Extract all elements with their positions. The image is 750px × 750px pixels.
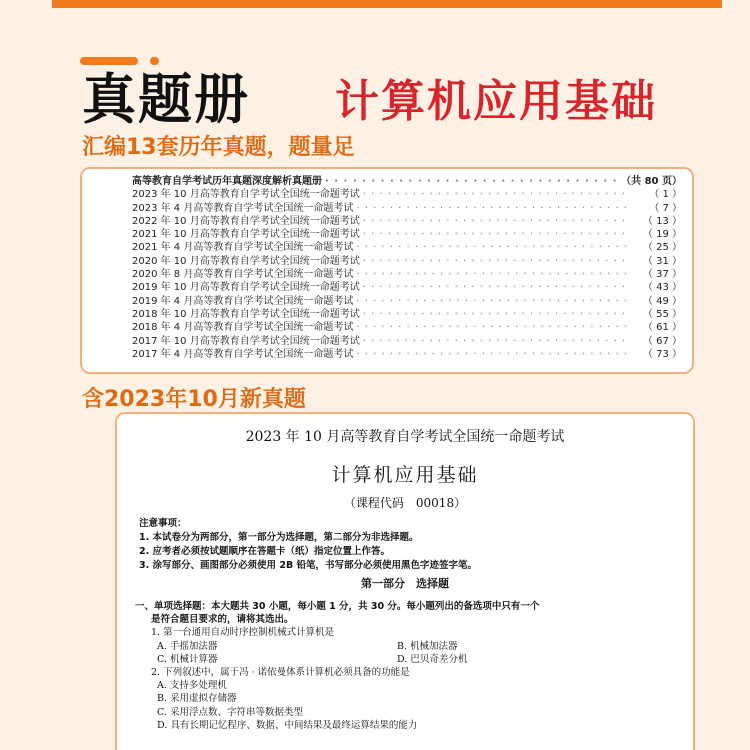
toc-leader: [356, 348, 631, 361]
title-accent-dot: [150, 57, 159, 65]
toc-row: [132, 321, 682, 334]
toc-row-page: （ 1 ）: [649, 189, 682, 201]
toc-row: [132, 281, 682, 294]
part-one-title: 第一部分 选择题: [361, 577, 449, 590]
option-d: D. 巴贝奇差分机: [397, 653, 468, 665]
toc-row-title: 2017 年 4 月高等教育自学考试全国统一命题考试: [132, 348, 354, 360]
option-a: A. 支持多处理机: [157, 680, 227, 692]
question-2: 2. 下列叙述中，属于冯 · 诺依曼体系计算机必须具备的功能是: [151, 667, 410, 679]
toc-row: [132, 228, 682, 241]
toc-row-title: 2021 年 10 月高等教育自学考试全国统一命题考试: [132, 229, 360, 241]
section-intro: 一、单项选择题：本大题共 30 小题，每小题 1 分，共 30 分。每小题列出的备选项中只有一个: [135, 601, 540, 612]
toc-row: [132, 241, 682, 254]
exam-course-code: （课程代码 00018）: [343, 496, 467, 510]
toc-row-title: 2018 年 10 月高等教育自学考试全国统一命题考试: [132, 308, 360, 320]
toc-leader: [363, 255, 631, 268]
toc-row-title: 2021 年 4 月高等教育自学考试全国统一命题考试: [132, 242, 354, 254]
toc-row-title: 2023 年 10 月高等教育自学考试全国统一命题考试: [132, 189, 360, 201]
notice-item: 3. 涂写部分、画图部分必须使用 2B 铅笔，书写部分必须使用黑色字迹签字笔。: [139, 560, 477, 571]
option-b: B. 采用虚拟存储器: [157, 693, 237, 705]
toc-row: [132, 295, 682, 308]
toc-leader: [356, 241, 631, 254]
table-of-contents: [80, 167, 694, 374]
section-heading-new-exam: 含2023年10月新真题: [82, 387, 306, 412]
exam-paper: [115, 412, 695, 750]
toc-row: [132, 268, 682, 281]
toc-row-title: 2020 年 10 月高等教育自学考试全国统一命题考试: [132, 255, 360, 267]
question-1-options-row-2: [135, 653, 681, 666]
section-heading-collection: 汇编13套历年真题，题量足: [82, 135, 355, 160]
toc-leader: [363, 215, 631, 228]
toc-leader: [356, 295, 631, 308]
toc-row-page: （ 7 ）: [649, 202, 682, 214]
option-d: D. 具有长期记忆程序、数据、中间结果及最终运算结果的能力: [157, 719, 418, 731]
toc-row-title: 2023 年 4 月高等教育自学考试全国统一命题考试: [132, 202, 354, 214]
toc-leader: [363, 308, 631, 321]
option-a: A. 手摇加法器: [157, 640, 218, 652]
toc-rows: [132, 188, 682, 361]
subject-title: 计算机应用基础: [335, 76, 657, 127]
option-c: C. 机械计算器: [157, 653, 218, 665]
toc-row-title: 2022 年 10 月高等教育自学考试全国统一命题考试: [132, 215, 360, 227]
top-accent-bar: [52, 0, 722, 8]
toc-row-page: （ 25 ）: [642, 242, 682, 254]
toc-row-page: （ 61 ）: [642, 322, 682, 334]
toc-row: [132, 308, 682, 321]
toc-leader: [356, 321, 631, 334]
toc-row-page: （ 43 ）: [642, 282, 682, 294]
toc-leader: [363, 281, 631, 294]
toc-row: [132, 335, 682, 348]
toc-row: [132, 348, 682, 361]
toc-row-title: 2019 年 4 月高等教育自学考试全国统一命题考试: [132, 295, 354, 307]
toc-header-page: （共 80 页）: [621, 176, 682, 187]
toc-row-page: （ 37 ）: [642, 269, 682, 281]
toc-leader: [363, 188, 631, 201]
toc-row-page: （ 73 ）: [642, 348, 682, 360]
toc-row: [132, 202, 682, 215]
exam-title: 2023 年 10 月高等教育自学考试全国统一命题考试: [245, 429, 565, 445]
toc-row-title: 2018 年 4 月高等教育自学考试全国统一命题考试: [132, 322, 354, 334]
toc-row-page: （ 31 ）: [642, 255, 682, 267]
question-1: 1. 第一台通用自动时序控制机械式计算机是: [151, 627, 335, 639]
book-title: 真题册: [82, 68, 250, 131]
toc-row-page: （ 67 ）: [642, 335, 682, 347]
section-intro-cont: 是符合题目要求的，请将其选出。: [151, 614, 294, 626]
toc-row-page: （ 55 ）: [642, 308, 682, 320]
title-accent-dash: [80, 57, 138, 65]
toc-row: [132, 188, 682, 201]
toc-row-title: 2017 年 10 月高等教育自学考试全国统一命题考试: [132, 335, 360, 347]
toc-leader: [356, 268, 631, 281]
exam-notices: [139, 517, 679, 573]
toc-row: [132, 255, 682, 268]
toc-row-page: （ 19 ）: [642, 229, 682, 241]
question-1-options-row-1: [135, 640, 681, 653]
toc-header-title: 高等教育自学考试历年真题深度解析真题册: [132, 176, 322, 187]
toc-leader: [356, 202, 631, 215]
toc-header-row: [132, 175, 682, 188]
notice-heading: 注意事项：: [139, 518, 187, 529]
toc-row: [132, 215, 682, 228]
option-b: B. 机械加法器: [397, 640, 458, 652]
toc-row-title: 2019 年 10 月高等教育自学考试全国统一命题考试: [132, 282, 360, 294]
exam-subject: 计算机应用基础: [331, 464, 479, 486]
notice-item: 1. 本试卷分为两部分，第一部分为选择题，第二部分为非选择题。: [139, 532, 419, 543]
toc-row-title: 2020 年 8 月高等教育自学考试全国统一命题考试: [132, 269, 354, 281]
toc-leader: [325, 175, 618, 188]
toc-row-page: （ 13 ）: [642, 215, 682, 227]
toc-row-page: （ 49 ）: [642, 295, 682, 307]
option-c: C. 采用浮点数、字符串等数据类型: [157, 706, 303, 718]
toc-leader: [363, 335, 631, 348]
notice-item: 2. 应考者必须按试题顺序在答题卡（纸）指定位置上作答。: [139, 546, 391, 557]
question-block: [135, 600, 681, 732]
toc-leader: [363, 228, 631, 241]
